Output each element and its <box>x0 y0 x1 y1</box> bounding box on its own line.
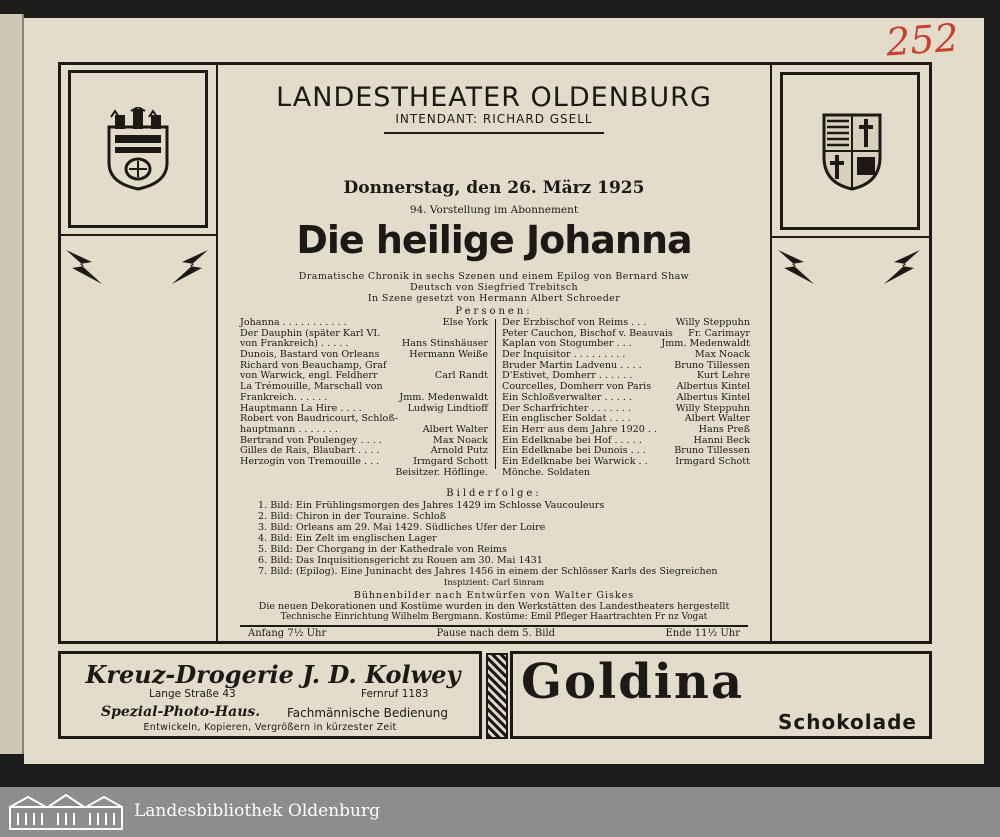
drugstore-advertisement <box>58 651 482 739</box>
right-crest-box <box>780 72 920 230</box>
cast-row: Bruder Martin Ladvenu . . . . Bruno Tillessen <box>502 359 750 371</box>
time-info <box>248 628 740 639</box>
cast-row: von Frankreich) . . . . . Hans Stinshäuser <box>240 338 488 350</box>
scene-item: 2. Bild: Chiron in der Touraine. Schloß <box>258 511 447 522</box>
chocolate-brand: Goldina <box>521 654 745 710</box>
cast-row: Bertrand von Poulengey . . . . Max Noack <box>240 434 488 446</box>
lightning-icon <box>776 246 816 292</box>
cast-row: Hauptmann La Hire . . . . Ludwig Lindtioff <box>240 402 488 414</box>
cast-row: Dunois, Bastard von Orleans Hermann Weiße <box>240 349 488 361</box>
play-title: Die heilige Johanna <box>296 218 692 262</box>
subscription-note: 94. Vorstellung im Abonnement <box>409 204 579 216</box>
scan-top-edge <box>0 0 1000 20</box>
cast-row: Robert von Baudricourt, Schloß- <box>240 413 398 425</box>
ornament-divider <box>486 653 508 739</box>
drugstore-name: Kreuz-Drogerie J. D. Kolwey <box>85 660 461 689</box>
left-crest-box <box>68 70 208 228</box>
right-divider <box>770 236 932 238</box>
previous-page-edge <box>0 14 24 754</box>
scene-item: 5. Bild: Der Chorgang in der Kathedrale von Reims <box>258 544 507 555</box>
cast-row: Ein Herr aus dem Jahre 1920 . . Hans Preß <box>502 423 750 435</box>
header-rule <box>384 132 604 134</box>
service-note: Fachmännische Bedienung <box>287 706 448 720</box>
scene-item: 1. Bild: Ein Frühlingsmorgen des Jahres 1429 im Schlosse Vaucouleurs <box>258 500 605 511</box>
intendant: INTENDANT: RICHARD GSELL <box>395 112 593 126</box>
cast-list-right <box>502 318 750 478</box>
cast-row: Der Inquisitor . . . . . . . . . Max Noack <box>502 349 750 361</box>
footer-rule <box>240 625 748 627</box>
cast-row: Frankreich. . . . . . Jmm. Medenwaldt <box>240 391 488 403</box>
cast-row: Mönche. Soldaten <box>502 466 591 478</box>
photo-house: Spezial-Photo-Haus. <box>101 704 261 720</box>
cast-divider <box>495 319 496 469</box>
drugstore-address: Lange Straße 43 <box>149 688 236 700</box>
cast-row: Ein Edelknabe bei Warwick . . Irmgard Schott <box>502 455 750 467</box>
scene-item: 7. Bild: (Epilog). Eine Juninacht des Jahres 1456 in einem der Schlösser Karls des Siegreichen <box>258 566 718 577</box>
cast-row: Kaplan von Stogumber . . . Jmm. Medenwaldt <box>502 338 750 350</box>
cast-row: Herzogin von Tremouille . . . Irmgard Schott <box>240 455 488 467</box>
scene-list <box>258 500 758 577</box>
cast-row: Gilles de Rais, Blaubart . . . . Arnold Putz <box>240 445 488 457</box>
start-time: Anfang 7½ Uhr <box>248 628 327 639</box>
end-time: Ende 11½ Uhr <box>665 628 740 639</box>
cast-row: Beisitzer. Höflinge. <box>395 466 488 478</box>
inspizient: Inspizient: Carl Sinram <box>443 578 545 588</box>
cast-list-left <box>240 318 488 478</box>
cast-row: Der Dauphin (später Karl VI. <box>240 327 381 339</box>
cast-row: Ein Edelknabe bei Hof . . . . . Hanni Beck <box>502 434 750 446</box>
scene-item: 4. Bild: Ein Zelt im englischen Lager <box>258 533 437 544</box>
pause-info: Pause nach dem 5. Bild <box>436 628 556 639</box>
program-center <box>220 66 768 642</box>
lightning-icon <box>882 246 922 292</box>
decor-note: Die neuen Dekorationen und Kostüme wurden in den Werkstätten des Landestheaters hergestellt <box>258 601 730 612</box>
direction-credit: In Szene gesetzt von Hermann Albert Schroeder <box>367 293 621 304</box>
cast-row: Der Scharfrichter . . . . . . . Willy Steppuhn <box>502 402 750 414</box>
chocolate-product: Schokolade <box>778 710 917 734</box>
lightning-icon <box>64 246 104 292</box>
library-building-icon <box>8 793 124 831</box>
drugstore-phone: Fernruf 1183 <box>361 688 429 700</box>
scene-item: 6. Bild: Das Inquisitionsgericht zu Rouen am 30. Mai 1431 <box>258 555 543 566</box>
cast-row: La Trémouille, Marschall von <box>240 381 383 393</box>
lightning-icon <box>170 246 210 292</box>
photo-services: Entwickeln, Kopieren, Vergrößern in kürzester Zeit <box>143 722 397 733</box>
stage-design-credit: Bühnenbilder nach Entwürfen von Walter Giskes <box>353 590 635 601</box>
play-subtitle: Dramatische Chronik in sechs Szenen und einem Epilog von Bernard Shaw <box>298 271 690 282</box>
tech-note: Technische Einrichtung Wilhelm Bergmann. Kostüme: Emil Pfleger Haartrachten Fr nz Vogat <box>280 612 708 622</box>
cast-row: Ein Edelknabe bei Dunois . . . Bruno Tillessen <box>502 445 750 457</box>
chocolate-advertisement <box>510 651 932 739</box>
library-name: Landesbibliothek Oldenburg <box>134 801 381 821</box>
library-footer <box>0 787 1000 837</box>
cast-row: Peter Cauchon, Bischof v. Beauvais Fr. Carimayr <box>502 327 750 339</box>
cast-row: Courcelles, Domherr von Paris Albertus Kintel <box>502 381 750 393</box>
translation-credit: Deutsch von Siegfried Trebitsch <box>410 282 578 293</box>
cast-row: hauptmann . . . . . . . Albert Walter <box>240 423 488 435</box>
cast-row: von Warwick, engl. Feldherr Carl Randt <box>240 370 488 382</box>
oldenburg-city-crest-icon <box>103 107 173 191</box>
cast-row: Richard von Beauchamp, Graf <box>240 359 387 371</box>
theater-name: LANDESTHEATER OLDENBURG <box>276 82 712 113</box>
cast-row: Ein englischer Soldat . . . . Albert Walter <box>502 413 750 425</box>
cast-row: Der Erzbischof von Reims . . . Willy Steppuhn <box>502 317 750 328</box>
scenes-heading: Bilderfolge: <box>446 488 542 499</box>
cast-row: Ein Schloßverwalter . . . . . Albertus Kintel <box>502 391 750 403</box>
cast-row: D'Estivet, Domherr . . . . . . Kurt Lehre <box>502 370 750 382</box>
performance-date: Donnerstag, den 26. März 1925 <box>343 178 645 198</box>
cast-row: Johanna . . . . . . . . . . . Else York <box>240 317 488 328</box>
page-number: 252 <box>884 15 960 65</box>
oldenburg-state-crest-icon <box>821 111 883 191</box>
scene-item: 3. Bild: Orleans am 29. Mai 1429. Südliches Ufer der Loire <box>258 522 546 533</box>
left-divider <box>58 234 218 236</box>
cast-heading: Personen: <box>455 306 533 317</box>
